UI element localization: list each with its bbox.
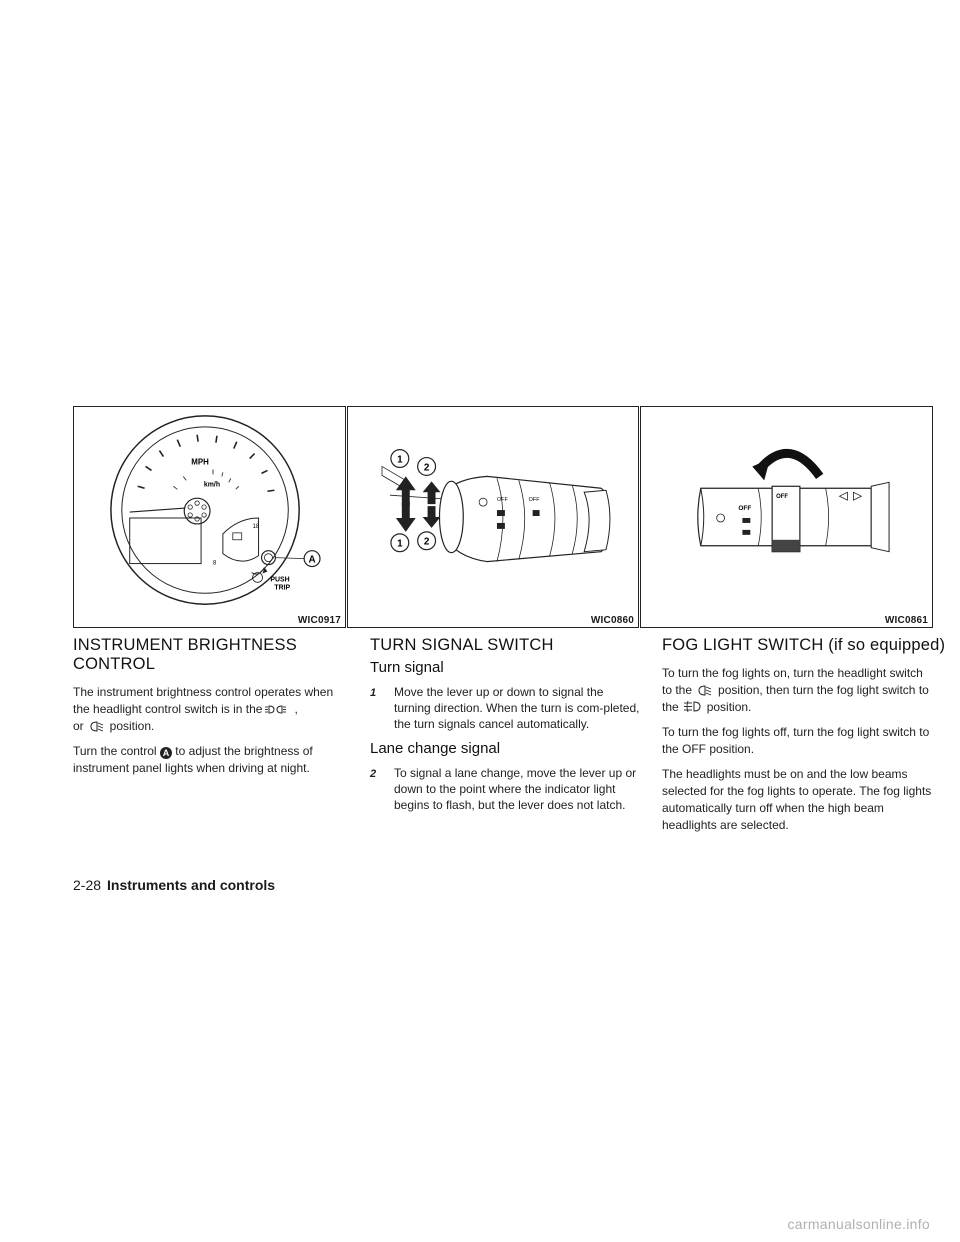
turn-signal-lever-illustration	[348, 407, 638, 627]
text-span: or	[73, 719, 84, 733]
figure-code: WIC0861	[884, 615, 928, 626]
text-span: To turn the fog lights on, turn the headlight switch to the	[662, 666, 923, 697]
headlight-icon	[695, 685, 715, 696]
step-2	[370, 765, 640, 813]
figure-code: WIC0917	[297, 615, 341, 626]
trip-label: TRIP	[274, 584, 291, 592]
subsection-turn-signal: Turn signal	[370, 659, 444, 676]
off-label-2: OFF	[528, 497, 540, 504]
gauge-18-label: 18	[252, 523, 260, 530]
fog-paragraph-2: To turn the fog lights off, turn the fog light switch to the OFF position.	[662, 725, 930, 756]
kmh-label: km/h	[203, 481, 221, 489]
fog-paragraph-3: The headlights must be on and the low beams selected for the fog lights to operate. The fog lights automatically turn off when the high beam headlights are selected.	[662, 767, 932, 832]
text-span: position, then turn the fog light switch to the	[662, 683, 929, 714]
text-span: to adjust the brightness of instrument panel lights when driving at night.	[73, 744, 313, 775]
fog-light-icon	[682, 700, 704, 713]
marker-a: A	[160, 747, 172, 759]
section-title: TURN SIGNAL SWITCH	[370, 636, 554, 654]
section-title: INSTRUMENT BRIGHTNESS CONTROL	[73, 636, 297, 673]
parking-lights-icon	[265, 704, 291, 715]
page-number: 2-28	[73, 877, 102, 893]
fog-paragraph-1	[662, 665, 934, 716]
step-number: 2	[370, 768, 377, 780]
figure-code: WIC0860	[590, 615, 634, 626]
off-label-1: OFF	[496, 497, 508, 504]
figure-turn-signal-switch	[347, 406, 639, 628]
page-footer	[73, 877, 275, 893]
section-name: Instruments and controls	[107, 877, 276, 893]
brightness-paragraph-1	[73, 684, 346, 735]
text-span: The instrument brightness control operates when the headlight control switch is in the	[73, 685, 334, 716]
step-text: To signal a lane change, move the lever up or down to the point where the indicator light begins to flash, but the lever does not latch.	[394, 766, 637, 812]
watermark: carmanualsonline.info	[787, 1216, 930, 1232]
off-label-1: OFF	[738, 505, 752, 513]
headlight-icon	[87, 721, 107, 732]
step-1	[370, 684, 640, 732]
callout-1-top: 1	[397, 454, 403, 466]
speedometer-illustration	[74, 407, 345, 627]
text-span: position.	[706, 700, 752, 714]
subsection-lane-change: Lane change signal	[370, 740, 501, 757]
turn-signal-section	[370, 636, 640, 821]
callout-a-label: A	[308, 554, 316, 566]
text-span: position.	[109, 719, 155, 733]
figure-fog-light-switch	[640, 406, 933, 628]
callout-1-bottom: 1	[397, 538, 403, 550]
figure-instrument-cluster	[73, 406, 346, 628]
off-label-2: OFF	[776, 494, 788, 501]
callout-2-top: 2	[423, 462, 430, 474]
callout-2-bottom: 2	[423, 536, 430, 548]
brightness-paragraph-2	[73, 743, 346, 777]
mph-label: MPH	[191, 457, 209, 467]
step-number: 1	[370, 687, 377, 699]
text-span: Turn the control	[73, 744, 157, 758]
fog-light-section	[662, 636, 946, 842]
fog-light-lever-illustration	[641, 407, 932, 627]
section-title: FOG LIGHT SWITCH (if so equipped)	[662, 636, 946, 654]
text-span: ,	[294, 702, 298, 716]
gauge-8-label: 8	[212, 560, 217, 567]
step-text: Move the lever up or down to signal the turning direction. When the turn is com-pleted, the turn signals cancel automatically.	[394, 685, 640, 731]
push-label: PUSH	[270, 576, 290, 584]
instrument-brightness-section	[73, 636, 346, 785]
